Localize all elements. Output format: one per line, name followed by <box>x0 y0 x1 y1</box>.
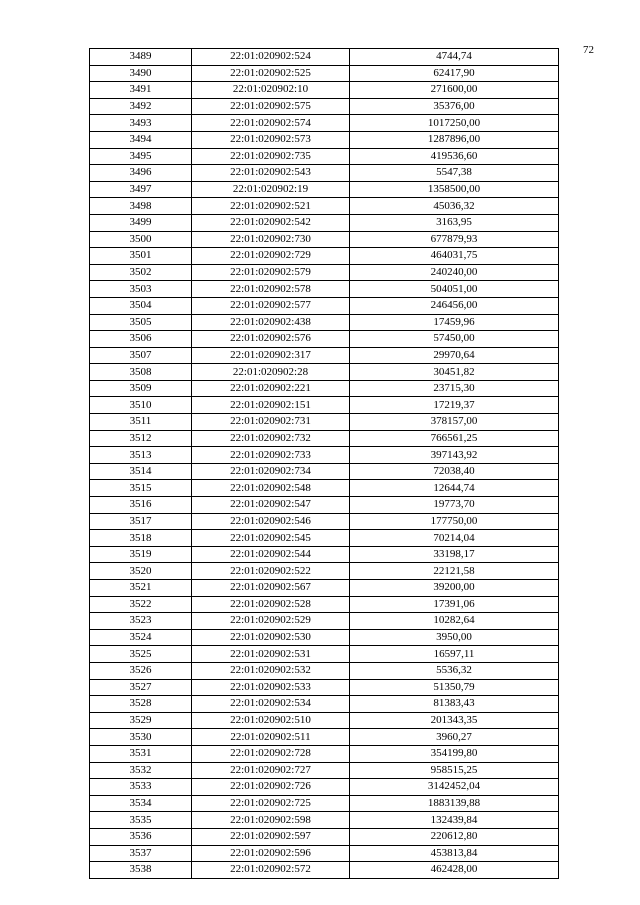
table-row <box>90 862 559 879</box>
cadastral-number-cell: 22:01:020902:596 <box>192 845 350 862</box>
cadastral-value-cell: 246456,00 <box>350 297 559 314</box>
table-row <box>90 812 559 829</box>
cadastral-value-cell: 453813,84 <box>350 845 559 862</box>
cadastral-number-cell: 22:01:020902:578 <box>192 281 350 298</box>
row-number-cell: 3525 <box>90 646 192 663</box>
cadastral-number-cell: 22:01:020902:534 <box>192 696 350 713</box>
cadastral-value-cell: 57450,00 <box>350 331 559 348</box>
row-number-cell: 3532 <box>90 762 192 779</box>
row-number-cell: 3489 <box>90 49 192 66</box>
cadastral-value-cell: 3960,27 <box>350 729 559 746</box>
row-number-cell: 3536 <box>90 828 192 845</box>
table-row <box>90 198 559 215</box>
row-number-cell: 3535 <box>90 812 192 829</box>
row-number-cell: 3499 <box>90 214 192 231</box>
row-number-cell: 3502 <box>90 264 192 281</box>
cadastral-number-cell: 22:01:020902:728 <box>192 745 350 762</box>
table-row <box>90 513 559 530</box>
row-number-cell: 3500 <box>90 231 192 248</box>
row-number-cell: 3508 <box>90 364 192 381</box>
row-number-cell: 3529 <box>90 712 192 729</box>
cadastral-value-cell: 39200,00 <box>350 580 559 597</box>
table-row <box>90 596 559 613</box>
row-number-cell: 3490 <box>90 65 192 82</box>
cadastral-value-cell: 45036,32 <box>350 198 559 215</box>
page-number: 72 <box>583 44 594 56</box>
table-row <box>90 430 559 447</box>
cadastral-number-cell: 22:01:020902:543 <box>192 165 350 182</box>
cadastral-value-cell: 3163,95 <box>350 214 559 231</box>
cadastral-value-cell: 1358500,00 <box>350 181 559 198</box>
cadastral-number-cell: 22:01:020902:548 <box>192 480 350 497</box>
cadastral-value-cell: 23715,30 <box>350 380 559 397</box>
cadastral-number-cell: 22:01:020902:531 <box>192 646 350 663</box>
row-number-cell: 3519 <box>90 546 192 563</box>
cadastral-value-cell: 177750,00 <box>350 513 559 530</box>
cadastral-number-cell: 22:01:020902:510 <box>192 712 350 729</box>
table-row <box>90 414 559 431</box>
table-body <box>90 49 559 879</box>
table-row <box>90 214 559 231</box>
cadastral-number-cell: 22:01:020902:511 <box>192 729 350 746</box>
cadastral-value-cell: 464031,75 <box>350 248 559 265</box>
cadastral-number-cell: 22:01:020902:521 <box>192 198 350 215</box>
cadastral-value-cell: 10282,64 <box>350 613 559 630</box>
table-row <box>90 314 559 331</box>
cadastral-value-cell: 5536,32 <box>350 662 559 679</box>
row-number-cell: 3511 <box>90 414 192 431</box>
table-row <box>90 662 559 679</box>
table-row <box>90 712 559 729</box>
cadastral-value-cell: 958515,25 <box>350 762 559 779</box>
table-row <box>90 65 559 82</box>
cadastral-value-cell: 29970,64 <box>350 347 559 364</box>
row-number-cell: 3492 <box>90 98 192 115</box>
cadastral-value-cell: 504051,00 <box>350 281 559 298</box>
table-row <box>90 248 559 265</box>
table-row <box>90 297 559 314</box>
cadastral-value-cell: 19773,70 <box>350 497 559 514</box>
table-row <box>90 613 559 630</box>
cadastral-value-cell: 240240,00 <box>350 264 559 281</box>
row-number-cell: 3512 <box>90 430 192 447</box>
cadastral-value-cell: 1287896,00 <box>350 131 559 148</box>
cadastral-value-cell: 30451,82 <box>350 364 559 381</box>
cadastral-value-cell: 16597,11 <box>350 646 559 663</box>
cadastral-value-cell: 462428,00 <box>350 862 559 879</box>
row-number-cell: 3493 <box>90 115 192 132</box>
cadastral-number-cell: 22:01:020902:576 <box>192 331 350 348</box>
cadastral-value-cell: 677879,93 <box>350 231 559 248</box>
cadastral-value-cell: 33198,17 <box>350 546 559 563</box>
row-number-cell: 3527 <box>90 679 192 696</box>
cadastral-number-cell: 22:01:020902:28 <box>192 364 350 381</box>
row-number-cell: 3517 <box>90 513 192 530</box>
row-number-cell: 3506 <box>90 331 192 348</box>
table-row <box>90 828 559 845</box>
cadastral-number-cell: 22:01:020902:730 <box>192 231 350 248</box>
table-row <box>90 745 559 762</box>
row-number-cell: 3533 <box>90 779 192 796</box>
row-number-cell: 3521 <box>90 580 192 597</box>
table-row <box>90 231 559 248</box>
cadastral-value-cell: 271600,00 <box>350 82 559 99</box>
cadastral-number-cell: 22:01:020902:579 <box>192 264 350 281</box>
cadastral-value-cell: 1883139,88 <box>350 795 559 812</box>
table-row <box>90 82 559 99</box>
cadastral-value-cell: 4744,74 <box>350 49 559 66</box>
cadastral-value-cell: 3142452,04 <box>350 779 559 796</box>
row-number-cell: 3515 <box>90 480 192 497</box>
table-row <box>90 131 559 148</box>
cadastral-number-cell: 22:01:020902:729 <box>192 248 350 265</box>
cadastral-number-cell: 22:01:020902:19 <box>192 181 350 198</box>
table-row <box>90 281 559 298</box>
row-number-cell: 3534 <box>90 795 192 812</box>
cadastral-number-cell: 22:01:020902:735 <box>192 148 350 165</box>
cadastral-value-cell: 419536,60 <box>350 148 559 165</box>
cadastral-number-cell: 22:01:020902:544 <box>192 546 350 563</box>
row-number-cell: 3509 <box>90 380 192 397</box>
cadastral-value-cell: 132439,84 <box>350 812 559 829</box>
cadastral-number-cell: 22:01:020902:577 <box>192 297 350 314</box>
row-number-cell: 3501 <box>90 248 192 265</box>
cadastral-number-cell: 22:01:020902:574 <box>192 115 350 132</box>
row-number-cell: 3496 <box>90 165 192 182</box>
table-row <box>90 530 559 547</box>
cadastral-number-cell: 22:01:020902:575 <box>192 98 350 115</box>
table-row <box>90 580 559 597</box>
cadastral-number-cell: 22:01:020902:438 <box>192 314 350 331</box>
table-row <box>90 264 559 281</box>
row-number-cell: 3522 <box>90 596 192 613</box>
cadastral-value-cell: 62417,90 <box>350 65 559 82</box>
cadastral-number-cell: 22:01:020902:733 <box>192 447 350 464</box>
row-number-cell: 3526 <box>90 662 192 679</box>
table-row <box>90 845 559 862</box>
cadastral-value-cell: 378157,00 <box>350 414 559 431</box>
table-row <box>90 397 559 414</box>
table-row <box>90 347 559 364</box>
cadastral-number-cell: 22:01:020902:533 <box>192 679 350 696</box>
cadastral-number-cell: 22:01:020902:731 <box>192 414 350 431</box>
table-row <box>90 380 559 397</box>
cadastral-number-cell: 22:01:020902:732 <box>192 430 350 447</box>
table-row <box>90 696 559 713</box>
row-number-cell: 3518 <box>90 530 192 547</box>
table-row <box>90 480 559 497</box>
table-row <box>90 447 559 464</box>
row-number-cell: 3497 <box>90 181 192 198</box>
table-row <box>90 165 559 182</box>
row-number-cell: 3491 <box>90 82 192 99</box>
cadastral-value-cell: 12644,74 <box>350 480 559 497</box>
cadastral-value-cell: 220612,80 <box>350 828 559 845</box>
cadastral-value-cell: 72038,40 <box>350 463 559 480</box>
cadastral-value-cell: 3950,00 <box>350 629 559 646</box>
cadastral-number-cell: 22:01:020902:547 <box>192 497 350 514</box>
cadastral-value-cell: 17459,96 <box>350 314 559 331</box>
table-row <box>90 679 559 696</box>
row-number-cell: 3495 <box>90 148 192 165</box>
cadastral-number-cell: 22:01:020902:522 <box>192 563 350 580</box>
table-row <box>90 546 559 563</box>
row-number-cell: 3507 <box>90 347 192 364</box>
cadastral-number-cell: 22:01:020902:151 <box>192 397 350 414</box>
cadastral-number-cell: 22:01:020902:726 <box>192 779 350 796</box>
cadastral-number-cell: 22:01:020902:567 <box>192 580 350 597</box>
cadastral-number-cell: 22:01:020902:532 <box>192 662 350 679</box>
table-row <box>90 779 559 796</box>
cadastral-number-cell: 22:01:020902:317 <box>192 347 350 364</box>
table-row <box>90 331 559 348</box>
table-row <box>90 795 559 812</box>
row-number-cell: 3498 <box>90 198 192 215</box>
row-number-cell: 3494 <box>90 131 192 148</box>
cadastral-number-cell: 22:01:020902:530 <box>192 629 350 646</box>
cadastral-value-cell: 70214,04 <box>350 530 559 547</box>
cadastral-value-cell: 201343,35 <box>350 712 559 729</box>
cadastral-value-cell: 766561,25 <box>350 430 559 447</box>
cadastral-number-cell: 22:01:020902:525 <box>192 65 350 82</box>
cadastral-value-table <box>89 48 559 879</box>
table-row <box>90 115 559 132</box>
cadastral-number-cell: 22:01:020902:727 <box>192 762 350 779</box>
cadastral-value-cell: 22121,58 <box>350 563 559 580</box>
cadastral-value-cell: 1017250,00 <box>350 115 559 132</box>
cadastral-number-cell: 22:01:020902:524 <box>192 49 350 66</box>
cadastral-number-cell: 22:01:020902:542 <box>192 214 350 231</box>
row-number-cell: 3516 <box>90 497 192 514</box>
cadastral-value-cell: 35376,00 <box>350 98 559 115</box>
table-row <box>90 646 559 663</box>
table-row <box>90 762 559 779</box>
cadastral-number-cell: 22:01:020902:725 <box>192 795 350 812</box>
row-number-cell: 3510 <box>90 397 192 414</box>
row-number-cell: 3530 <box>90 729 192 746</box>
row-number-cell: 3504 <box>90 297 192 314</box>
cadastral-value-cell: 5547,38 <box>350 165 559 182</box>
cadastral-number-cell: 22:01:020902:528 <box>192 596 350 613</box>
cadastral-number-cell: 22:01:020902:573 <box>192 131 350 148</box>
cadastral-number-cell: 22:01:020902:572 <box>192 862 350 879</box>
row-number-cell: 3528 <box>90 696 192 713</box>
row-number-cell: 3538 <box>90 862 192 879</box>
table-row <box>90 729 559 746</box>
cadastral-number-cell: 22:01:020902:597 <box>192 828 350 845</box>
row-number-cell: 3503 <box>90 281 192 298</box>
table-row <box>90 497 559 514</box>
cadastral-number-cell: 22:01:020902:734 <box>192 463 350 480</box>
row-number-cell: 3524 <box>90 629 192 646</box>
cadastral-value-cell: 81383,43 <box>350 696 559 713</box>
cadastral-value-cell: 17391,06 <box>350 596 559 613</box>
cadastral-value-cell: 17219,37 <box>350 397 559 414</box>
cadastral-number-cell: 22:01:020902:529 <box>192 613 350 630</box>
table-row <box>90 49 559 66</box>
row-number-cell: 3523 <box>90 613 192 630</box>
table-row <box>90 463 559 480</box>
table-row <box>90 148 559 165</box>
row-number-cell: 3513 <box>90 447 192 464</box>
cadastral-number-cell: 22:01:020902:221 <box>192 380 350 397</box>
cadastral-number-cell: 22:01:020902:546 <box>192 513 350 530</box>
cadastral-number-cell: 22:01:020902:10 <box>192 82 350 99</box>
row-number-cell: 3505 <box>90 314 192 331</box>
cadastral-number-cell: 22:01:020902:598 <box>192 812 350 829</box>
row-number-cell: 3520 <box>90 563 192 580</box>
table-row <box>90 629 559 646</box>
row-number-cell: 3537 <box>90 845 192 862</box>
cadastral-value-cell: 397143,92 <box>350 447 559 464</box>
table-row <box>90 563 559 580</box>
row-number-cell: 3531 <box>90 745 192 762</box>
table-row <box>90 364 559 381</box>
table-row <box>90 98 559 115</box>
cadastral-value-cell: 51350,79 <box>350 679 559 696</box>
table-row <box>90 181 559 198</box>
cadastral-value-cell: 354199,80 <box>350 745 559 762</box>
cadastral-number-cell: 22:01:020902:545 <box>192 530 350 547</box>
row-number-cell: 3514 <box>90 463 192 480</box>
